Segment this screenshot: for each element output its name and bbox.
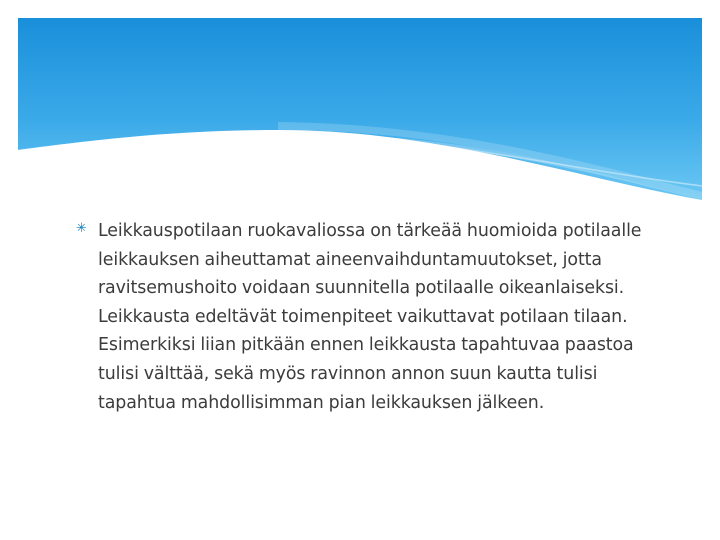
asterisk-icon: ✳ (76, 221, 87, 236)
bullet-text: Leikkauspotilaan ruokavaliossa on tärkeää huomioida potilaalle leikkauksen aiheuttamat aineenvaihduntamuutokset, jotta ravitsemushoito voidaan suunnitella potilaalle oikeanlaiseksi. Leikkausta edeltävät toimenpiteet vaikuttavat potilaan tilaan. Esimerkiksi liian pitkään ennen leikkausta tapahtuvaa paastoa tulisi välttää, sekä myös ravinnon annon suun kautta tulisi tapahtua mahdollisimman pian leikkauksen jälkeen. (98, 221, 642, 413)
slide-body (76, 217, 676, 417)
header-banner (18, 18, 702, 200)
bullet-item (76, 217, 676, 417)
